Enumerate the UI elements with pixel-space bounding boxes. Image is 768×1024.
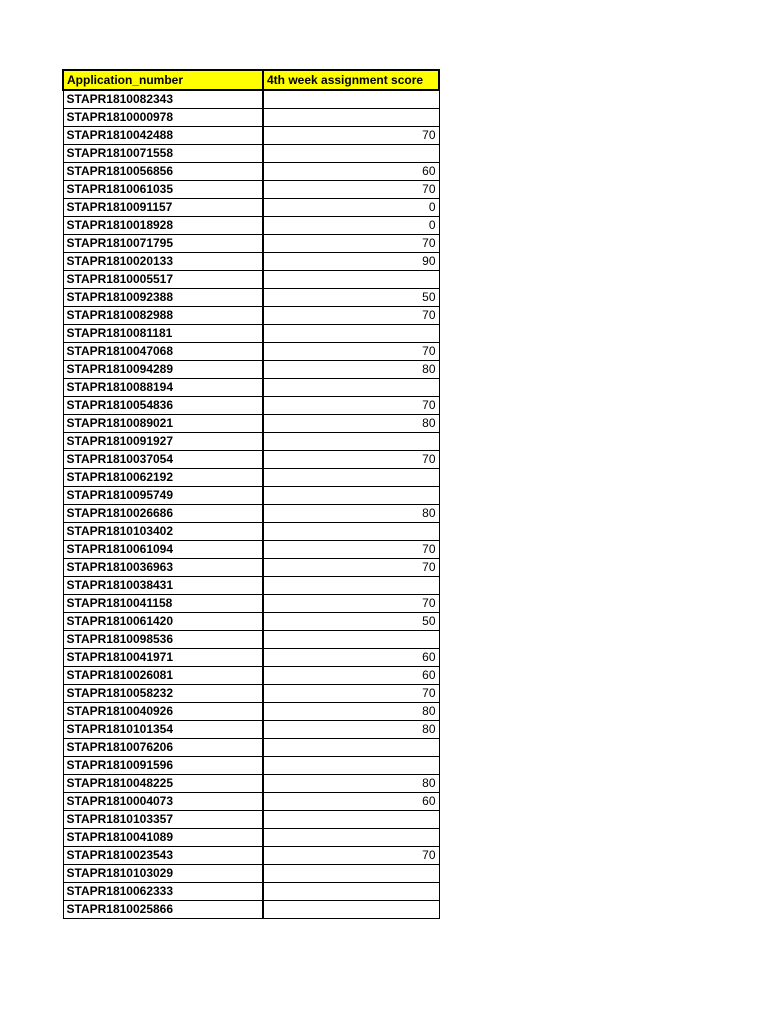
assignment-score-cell[interactable]: 80 bbox=[263, 505, 439, 523]
application-number-cell[interactable]: STAPR1810061094 bbox=[63, 541, 263, 559]
application-number-cell[interactable]: STAPR1810018928 bbox=[63, 217, 263, 235]
application-number-cell[interactable]: STAPR1810071795 bbox=[63, 235, 263, 253]
application-number-cell[interactable]: STAPR1810048225 bbox=[63, 775, 263, 793]
assignment-score-cell[interactable] bbox=[263, 757, 439, 775]
table-row bbox=[63, 361, 439, 379]
assignment-score-cell[interactable] bbox=[263, 433, 439, 451]
table-row bbox=[63, 145, 439, 163]
assignment-score-cell[interactable] bbox=[263, 829, 439, 847]
table-row bbox=[63, 703, 439, 721]
table-row bbox=[63, 649, 439, 667]
application-number-cell[interactable]: STAPR1810089021 bbox=[63, 415, 263, 433]
application-number-cell[interactable]: STAPR1810103029 bbox=[63, 865, 263, 883]
application-number-cell[interactable]: STAPR1810026686 bbox=[63, 505, 263, 523]
assignment-score-cell[interactable]: 70 bbox=[263, 559, 439, 577]
assignment-score-cell[interactable] bbox=[263, 487, 439, 505]
application-number-cell[interactable]: STAPR1810094289 bbox=[63, 361, 263, 379]
assignment-score-cell[interactable]: 0 bbox=[263, 217, 439, 235]
table-row bbox=[63, 775, 439, 793]
assignment-score-cell[interactable]: 70 bbox=[263, 235, 439, 253]
application-number-cell[interactable]: STAPR1810101354 bbox=[63, 721, 263, 739]
table-row bbox=[63, 685, 439, 703]
assignment-score-cell[interactable]: 50 bbox=[263, 289, 439, 307]
table-row bbox=[63, 487, 439, 505]
assignment-score-cell[interactable]: 80 bbox=[263, 361, 439, 379]
table-row bbox=[63, 631, 439, 649]
application-number-cell[interactable]: STAPR1810036963 bbox=[63, 559, 263, 577]
application-number-cell[interactable]: STAPR1810082343 bbox=[63, 90, 263, 109]
score-table-body bbox=[63, 70, 439, 919]
assignment-score-cell[interactable]: 90 bbox=[263, 253, 439, 271]
table-row bbox=[63, 163, 439, 181]
application-number-cell[interactable]: STAPR1810095749 bbox=[63, 487, 263, 505]
assignment-score-cell[interactable]: 60 bbox=[263, 649, 439, 667]
table-row bbox=[63, 739, 439, 757]
application-number-cell[interactable]: STAPR1810061035 bbox=[63, 181, 263, 199]
assignment-score-cell[interactable]: 70 bbox=[263, 343, 439, 361]
application-number-cell[interactable]: STAPR1810054836 bbox=[63, 397, 263, 415]
application-number-cell[interactable]: STAPR1810062333 bbox=[63, 883, 263, 901]
score-table bbox=[62, 69, 440, 919]
assignment-score-cell[interactable] bbox=[263, 109, 439, 127]
application-number-cell[interactable]: STAPR1810038431 bbox=[63, 577, 263, 595]
application-number-cell[interactable]: STAPR1810061420 bbox=[63, 613, 263, 631]
table-row bbox=[63, 397, 439, 415]
application-number-cell[interactable]: STAPR1810091157 bbox=[63, 199, 263, 217]
assignment-score-cell[interactable] bbox=[263, 469, 439, 487]
table-row bbox=[63, 577, 439, 595]
assignment-score-cell[interactable]: 50 bbox=[263, 613, 439, 631]
table-row bbox=[63, 343, 439, 361]
application-number-cell[interactable]: STAPR1810041158 bbox=[63, 595, 263, 613]
table-row bbox=[63, 523, 439, 541]
assignment-score-cell[interactable]: 80 bbox=[263, 775, 439, 793]
table-row bbox=[63, 901, 439, 919]
application-number-cell[interactable]: STAPR1810098536 bbox=[63, 631, 263, 649]
table-row bbox=[63, 667, 439, 685]
table-row bbox=[63, 109, 439, 127]
table-row bbox=[63, 505, 439, 523]
assignment-score-cell[interactable] bbox=[263, 271, 439, 289]
table-row bbox=[63, 325, 439, 343]
assignment-score-cell[interactable]: 70 bbox=[263, 181, 439, 199]
table-row bbox=[63, 883, 439, 901]
application-number-cell[interactable]: STAPR1810020133 bbox=[63, 253, 263, 271]
assignment-score-cell[interactable] bbox=[263, 90, 439, 109]
assignment-score-cell[interactable]: 0 bbox=[263, 199, 439, 217]
application-number-cell[interactable]: STAPR1810056856 bbox=[63, 163, 263, 181]
assignment-score-cell[interactable]: 70 bbox=[263, 541, 439, 559]
assignment-score-cell[interactable]: 70 bbox=[263, 397, 439, 415]
application-number-cell[interactable]: STAPR1810025866 bbox=[63, 901, 263, 919]
assignment-score-cell[interactable] bbox=[263, 739, 439, 757]
table-header-row bbox=[63, 70, 439, 90]
assignment-score-cell[interactable] bbox=[263, 901, 439, 919]
column-header-application-number: Application_number bbox=[63, 70, 263, 90]
table-row bbox=[63, 415, 439, 433]
table-row bbox=[63, 379, 439, 397]
table-row bbox=[63, 757, 439, 775]
assignment-score-cell[interactable] bbox=[263, 883, 439, 901]
assignment-score-cell[interactable]: 70 bbox=[263, 451, 439, 469]
application-number-cell[interactable]: STAPR1810071558 bbox=[63, 145, 263, 163]
assignment-score-cell[interactable]: 70 bbox=[263, 307, 439, 325]
assignment-score-cell[interactable] bbox=[263, 577, 439, 595]
table-row bbox=[63, 271, 439, 289]
application-number-cell[interactable]: STAPR1810041089 bbox=[63, 829, 263, 847]
assignment-score-cell[interactable] bbox=[263, 145, 439, 163]
application-number-cell[interactable]: STAPR1810076206 bbox=[63, 739, 263, 757]
table-row bbox=[63, 541, 439, 559]
table-row bbox=[63, 199, 439, 217]
application-number-cell[interactable]: STAPR1810082988 bbox=[63, 307, 263, 325]
table-row bbox=[63, 847, 439, 865]
assignment-score-cell[interactable] bbox=[263, 523, 439, 541]
table-row bbox=[63, 289, 439, 307]
table-row bbox=[63, 613, 439, 631]
assignment-score-cell[interactable]: 60 bbox=[263, 667, 439, 685]
table-row bbox=[63, 559, 439, 577]
application-number-cell[interactable]: STAPR1810103402 bbox=[63, 523, 263, 541]
table-row bbox=[63, 811, 439, 829]
application-number-cell[interactable]: STAPR1810023543 bbox=[63, 847, 263, 865]
assignment-score-cell[interactable]: 80 bbox=[263, 415, 439, 433]
table-row bbox=[63, 793, 439, 811]
application-number-cell[interactable]: STAPR1810042488 bbox=[63, 127, 263, 145]
application-number-cell[interactable]: STAPR1810047068 bbox=[63, 343, 263, 361]
application-number-cell[interactable]: STAPR1810103357 bbox=[63, 811, 263, 829]
assignment-score-cell[interactable]: 70 bbox=[263, 847, 439, 865]
table-row bbox=[63, 235, 439, 253]
application-number-cell[interactable]: STAPR1810081181 bbox=[63, 325, 263, 343]
table-row bbox=[63, 307, 439, 325]
table-row bbox=[63, 865, 439, 883]
assignment-score-cell[interactable]: 70 bbox=[263, 685, 439, 703]
table-row bbox=[63, 451, 439, 469]
application-number-cell[interactable]: STAPR1810091596 bbox=[63, 757, 263, 775]
assignment-score-cell[interactable] bbox=[263, 865, 439, 883]
application-number-cell[interactable]: STAPR1810005517 bbox=[63, 271, 263, 289]
table-row bbox=[63, 469, 439, 487]
table-row bbox=[63, 127, 439, 145]
application-number-cell[interactable]: STAPR1810040926 bbox=[63, 703, 263, 721]
table-row bbox=[63, 721, 439, 739]
table-row bbox=[63, 829, 439, 847]
application-number-cell[interactable]: STAPR1810091927 bbox=[63, 433, 263, 451]
application-number-cell[interactable]: STAPR1810026081 bbox=[63, 667, 263, 685]
assignment-score-cell[interactable]: 70 bbox=[263, 595, 439, 613]
application-number-cell[interactable]: STAPR1810058232 bbox=[63, 685, 263, 703]
table-row bbox=[63, 217, 439, 235]
assignment-score-cell[interactable] bbox=[263, 379, 439, 397]
application-number-cell[interactable]: STAPR1810062192 bbox=[63, 469, 263, 487]
application-number-cell[interactable]: STAPR1810092388 bbox=[63, 289, 263, 307]
table-row bbox=[63, 433, 439, 451]
table-row bbox=[63, 595, 439, 613]
assignment-score-cell[interactable]: 60 bbox=[263, 163, 439, 181]
assignment-score-cell[interactable]: 80 bbox=[263, 703, 439, 721]
assignment-score-cell[interactable]: 70 bbox=[263, 127, 439, 145]
table-row bbox=[63, 90, 439, 109]
table-row bbox=[63, 253, 439, 271]
assignment-score-cell[interactable]: 60 bbox=[263, 793, 439, 811]
application-number-cell[interactable]: STAPR1810000978 bbox=[63, 109, 263, 127]
assignment-score-cell[interactable] bbox=[263, 811, 439, 829]
application-number-cell[interactable]: STAPR1810041971 bbox=[63, 649, 263, 667]
assignment-score-cell[interactable] bbox=[263, 631, 439, 649]
column-header-assignment-score: 4th week assignment score bbox=[263, 70, 439, 90]
application-number-cell[interactable]: STAPR1810004073 bbox=[63, 793, 263, 811]
table-row bbox=[63, 181, 439, 199]
application-number-cell[interactable]: STAPR1810088194 bbox=[63, 379, 263, 397]
application-number-cell[interactable]: STAPR1810037054 bbox=[63, 451, 263, 469]
assignment-score-cell[interactable] bbox=[263, 325, 439, 343]
assignment-score-cell[interactable]: 80 bbox=[263, 721, 439, 739]
